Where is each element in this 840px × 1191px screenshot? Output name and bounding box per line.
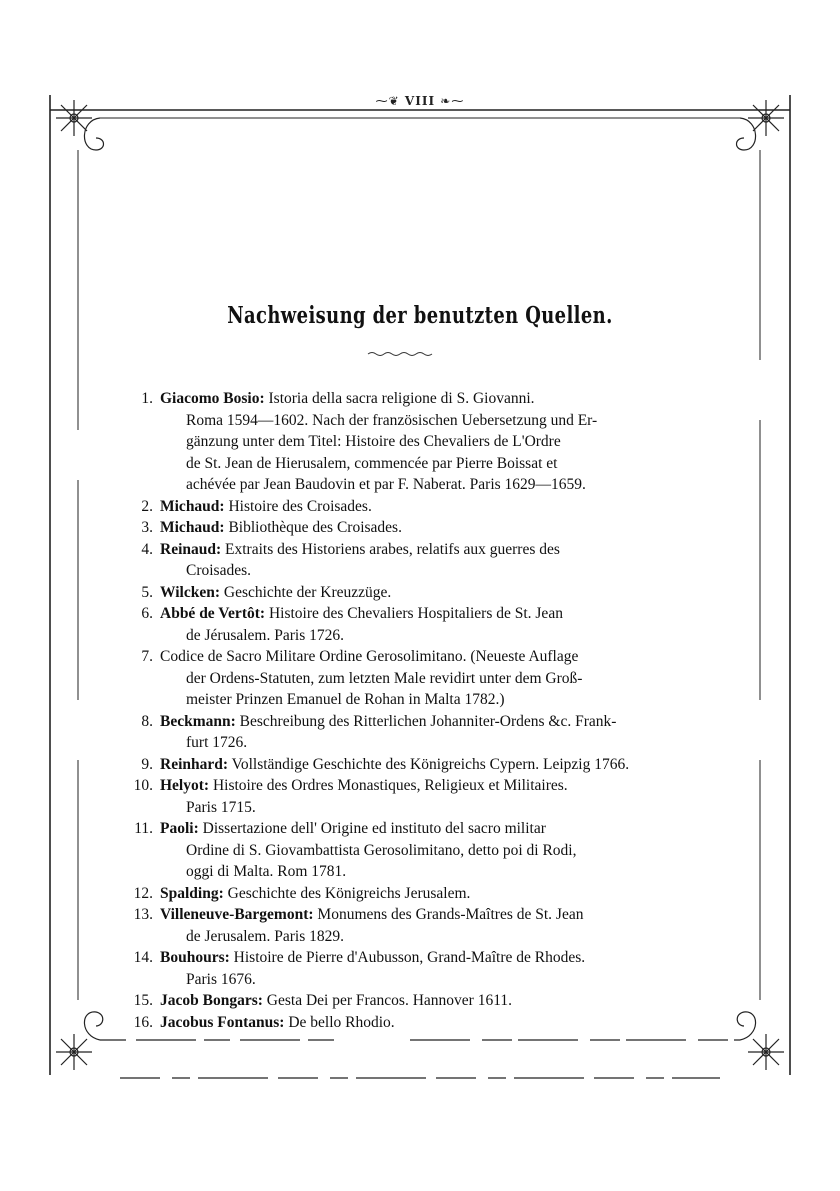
source-line (186, 926, 344, 948)
source-author: Giacomo Bosio: (160, 390, 265, 407)
source-author: Paoli: (160, 820, 199, 837)
source-text: Paris 1676. (186, 970, 256, 988)
source-number: 8. (141, 712, 153, 730)
source-line (160, 947, 585, 969)
page-number-ornament-right: ❧⁓ (440, 94, 465, 108)
source-author: Helyot: (160, 777, 210, 794)
source-author: Jacob Bongars: (160, 992, 263, 1009)
source-text: gänzung unter dem Titel: Histoire des Chevaliers de L'Ordre (186, 433, 561, 450)
source-text: Bibliothèque des Croisades. (228, 519, 402, 536)
page-number-value: VIII (404, 94, 436, 108)
source-number: 14. (133, 949, 153, 966)
source-text: Croisades. (186, 562, 252, 579)
source-line (160, 517, 402, 539)
source-text: meister Prinzen Emanuel de Rohan in Malta 1782.) (186, 691, 505, 708)
source-line (186, 410, 597, 432)
source-text: furt 1726. (186, 734, 248, 751)
source-text: De bello Rhodio. (288, 1013, 395, 1031)
page-number (0, 94, 840, 108)
source-number: 9. (141, 755, 153, 773)
source-line (186, 861, 346, 883)
source-text: de Jerusalem. Paris 1829. (186, 927, 344, 945)
source-text: Histoire de Pierre d'Aubusson, Grand-Maître de Rhodes. (233, 949, 586, 966)
source-number: 15. (133, 992, 153, 1009)
source-number: 5. (141, 583, 153, 601)
source-text: Codice de Sacro Militare Ordine Gerosolimitano. (Neueste Auflage (160, 648, 579, 665)
page-title: Nachweisung der benutzten Quellen. (227, 302, 613, 329)
source-text: Geschichte des Königreichs Jerusalem. (227, 884, 471, 902)
source-line (186, 453, 557, 475)
source-text: Histoire des Chevaliers Hospitaliers de St. Jean (268, 605, 563, 622)
source-number: 1. (141, 390, 153, 407)
source-author: Reinhard: (160, 755, 229, 773)
source-number: 4. (141, 540, 153, 558)
source-text: Histoire des Croisades. (228, 497, 372, 515)
source-text: achévée par Jean Baudovin et par F. Naberat. Paris 1629—1659. (186, 476, 586, 493)
source-text: Istoria della sacra religione di S. Giovanni. (268, 390, 535, 407)
source-text: Histoire des Ordres Monastiques, Religieux et Militaires. (212, 777, 568, 794)
source-author: Beckmann: (160, 712, 236, 730)
source-text: Dissertazione dell' Origine ed instituto del sacro militar (202, 820, 546, 837)
source-line (186, 969, 256, 991)
source-line (160, 904, 583, 926)
source-text: Monumens des Grands-Maîtres de St. Jean (317, 906, 584, 923)
source-line (160, 603, 563, 625)
source-number: 16. (133, 1013, 153, 1031)
source-number: 6. (141, 605, 153, 622)
source-author: Jacobus Fontanus: (160, 1013, 285, 1031)
source-line (160, 711, 616, 733)
source-author: Villeneuve-Bargemont: (160, 906, 314, 923)
source-text: Roma 1594—1602. Nach der französischen Uebersetzung und Er- (186, 411, 598, 429)
source-text: Paris 1715. (186, 798, 256, 816)
title-rule (0, 338, 840, 349)
source-author: Michaud: (160, 519, 225, 536)
source-line (186, 797, 256, 819)
source-line (160, 818, 546, 840)
source-number: 3. (141, 519, 153, 536)
source-number: 11. (134, 820, 153, 837)
source-line (160, 1012, 395, 1034)
source-line (160, 754, 629, 776)
source-line (160, 775, 568, 797)
source-line (186, 431, 561, 453)
source-number: 12. (133, 884, 153, 902)
source-author: Reinaud: (160, 540, 222, 558)
source-text: Ordine di S. Giovambattista Gerosolimitano, detto poi di Rodi, (186, 841, 577, 859)
source-line (186, 625, 344, 647)
page-number-ornament-left: ⁓❦ (375, 94, 400, 108)
source-line (160, 496, 372, 518)
source-number: 2. (141, 497, 153, 515)
source-line (186, 474, 586, 496)
source-line (160, 883, 470, 905)
source-line (186, 840, 576, 862)
source-line (160, 990, 512, 1012)
source-line (186, 732, 247, 754)
title-rule-ornament (368, 353, 432, 356)
source-text: der Ordens-Statuten, zum letzten Male revidirt unter dem Groß- (186, 669, 583, 687)
source-text: oggi di Malta. Rom 1781. (186, 863, 347, 880)
source-text: Beschreibung des Ritterlichen Johanniter-Ordens &c. Frank- (239, 712, 617, 730)
source-author: Spalding: (160, 884, 224, 902)
source-text: Extraits des Historiens arabes, relatifs aux guerres des (225, 540, 560, 558)
source-text: Gesta Dei per Francos. Hannover 1611. (266, 992, 512, 1009)
source-number: 10. (133, 777, 153, 794)
source-text: Vollständige Geschichte des Königreichs Cypern. Leipzig 1766. (231, 755, 630, 773)
source-text: Geschichte der Kreuzzüge. (223, 583, 392, 601)
source-text: de Jérusalem. Paris 1726. (186, 626, 344, 644)
source-author: Bouhours: (160, 949, 230, 966)
source-author: Wilcken: (160, 583, 220, 601)
source-line (160, 646, 578, 668)
source-line (186, 668, 582, 690)
source-line (186, 560, 251, 582)
source-line (160, 582, 391, 604)
source-line (160, 388, 535, 410)
source-author: Michaud: (160, 497, 225, 515)
source-text: de St. Jean de Hierusalem, commencée par Pierre Boissat et (186, 454, 558, 472)
source-number: 7. (141, 648, 153, 665)
source-line (160, 539, 560, 561)
source-line (186, 689, 505, 711)
source-author: Abbé de Vertôt: (160, 605, 266, 622)
source-number: 13. (133, 906, 153, 923)
